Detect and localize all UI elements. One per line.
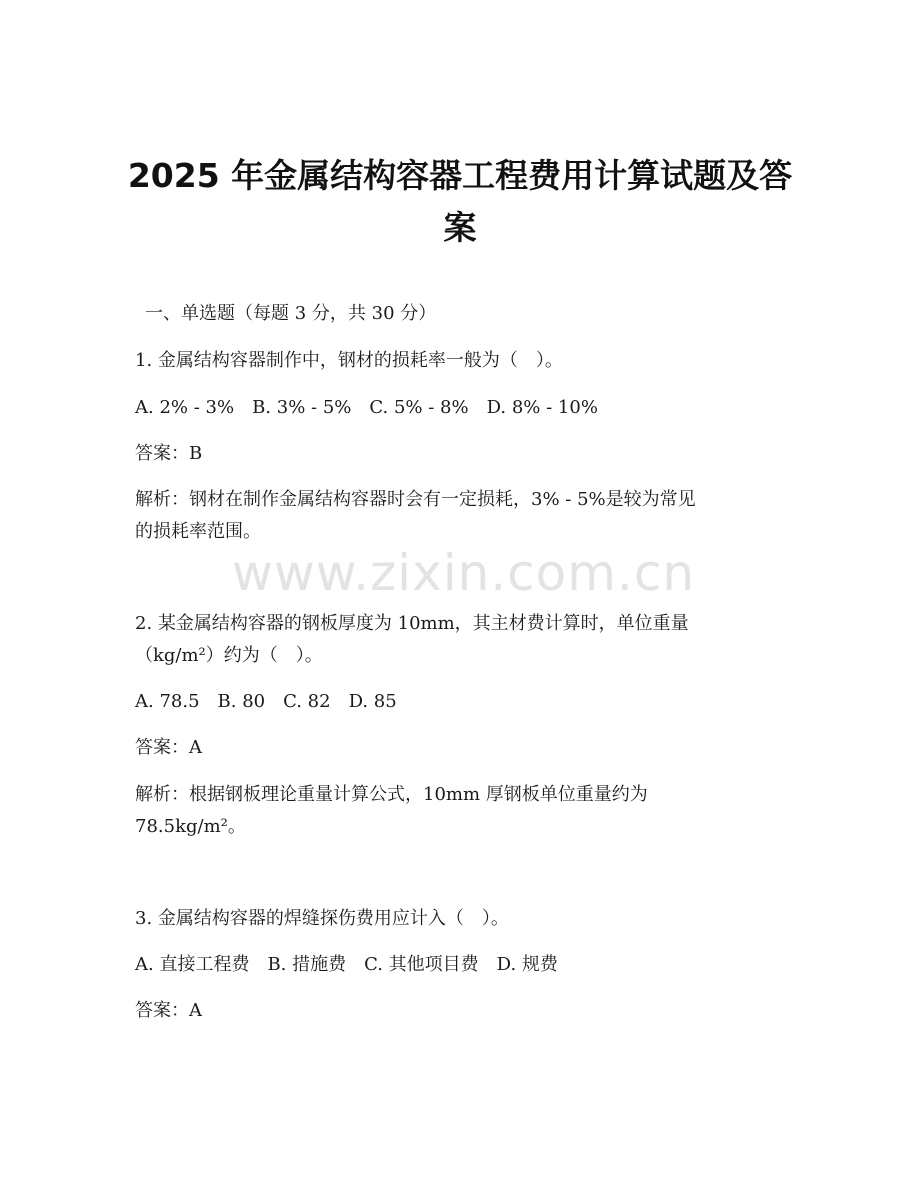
section-heading: 一、单选题（每题 3 分，共 30 分）	[145, 303, 437, 324]
question-2-stem-line-1: 2. 某金属结构容器的钢板厚度为 10mm，其主材费计算时，单位重量	[135, 613, 689, 634]
question-2-analysis-line-1: 解析：根据钢板理论重量计算公式，10mm 厚钢板单位重量约为	[135, 784, 648, 805]
question-2-stem-line-2: （kg/m²）约为（ ）。	[135, 645, 323, 666]
question-2-analysis-line-2: 78.5kg/m²。	[135, 816, 246, 837]
question-3-stem: 3. 金属结构容器的焊缝探伤费用应计入（ ）。	[135, 908, 509, 929]
question-1-options: A. 2% - 3% B. 3% - 5% C. 5% - 8% D. 8% - 10%	[135, 397, 598, 418]
question-1-answer: 答案：B	[135, 443, 203, 464]
watermark: www.zixin.com.cn	[232, 544, 696, 602]
question-1-stem: 1. 金属结构容器制作中，钢材的损耗率一般为（ ）。	[135, 350, 563, 371]
question-1-analysis-line-2: 的损耗率范围。	[135, 521, 261, 542]
question-2-options: A. 78.5 B. 80 C. 82 D. 85	[135, 691, 397, 712]
title-line-2: 案	[443, 208, 477, 247]
question-2-answer: 答案：A	[135, 737, 202, 758]
question-3-answer: 答案：A	[135, 1000, 202, 1021]
title-line-1: 2025 年金属结构容器工程费用计算试题及答	[127, 156, 793, 195]
page-title	[120, 150, 800, 254]
question-3-options: A. 直接工程费 B. 措施费 C. 其他项目费 D. 规费	[135, 954, 558, 975]
question-1-analysis-line-1: 解析：钢材在制作金属结构容器时会有一定损耗，3% - 5%是较为常见	[135, 489, 696, 510]
